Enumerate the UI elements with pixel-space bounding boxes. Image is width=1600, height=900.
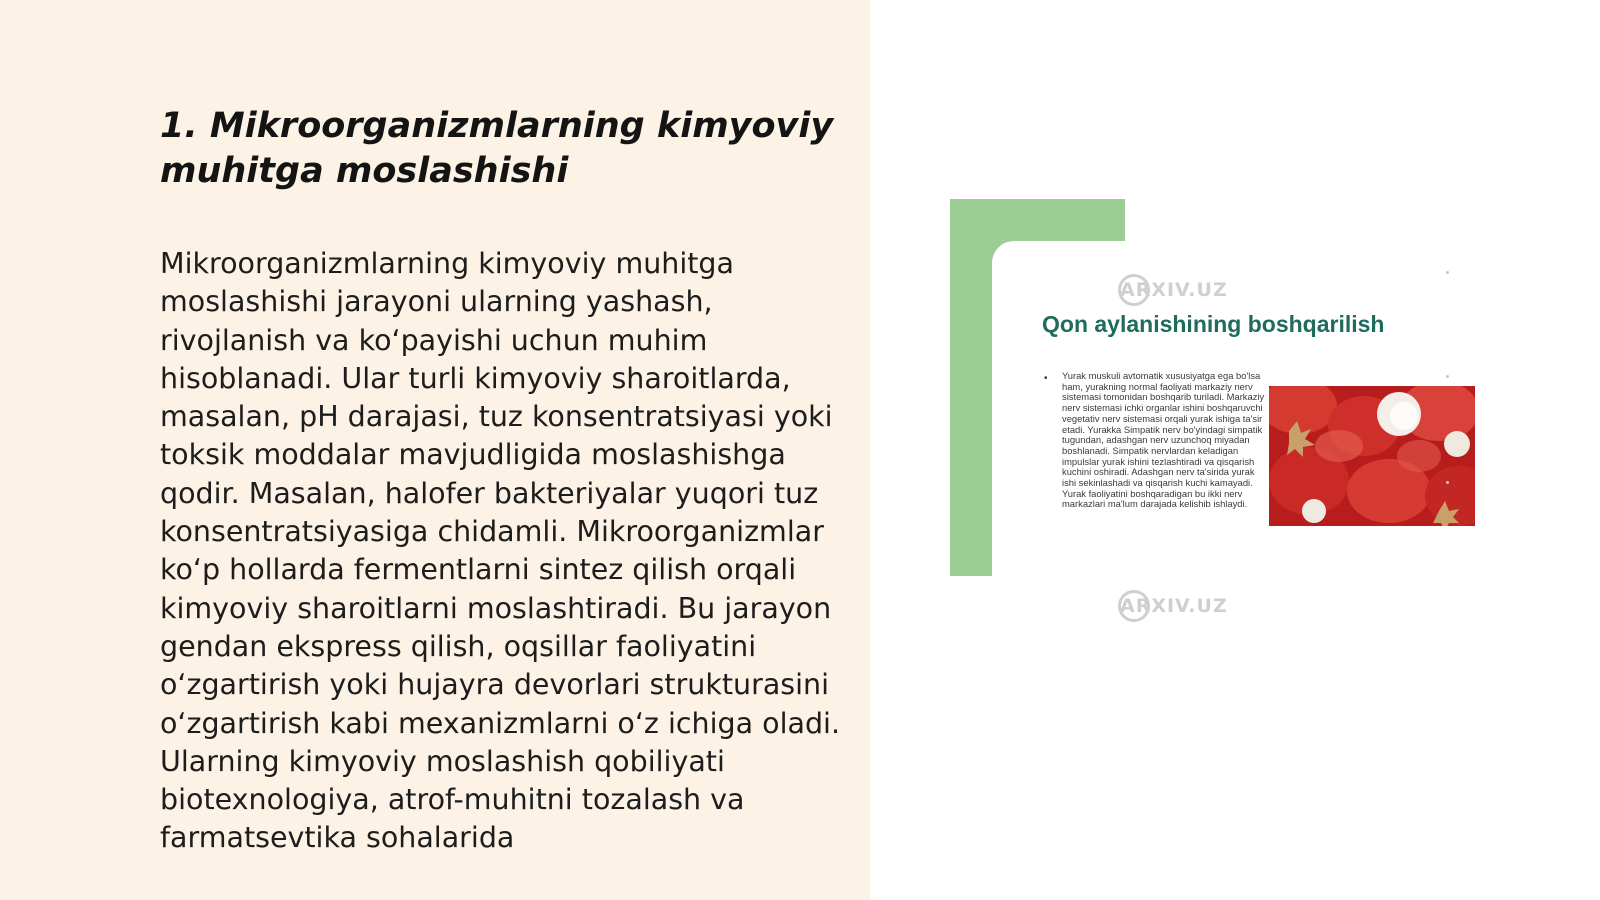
slide-bullet-text: Yurak muskuli avtomatik xususiyatga ega bo'lsa ham, yurakning normal faoliyati markaziy nerv sistemasi tomonidan boshqarib turiladi. Markaziy nerv sistemasi ichki organlar ishini boshqaruvchi vegetativ nerv sistemasi orqali yurak ishiga ta'sir etadi. Yurakka Simpatik nerv bo'yindagi simpatik tugundan, adashgan nerv uzunchoq miyadan boshlanadi. Simpatik nervlardan keladigan impulslar yurak ishini tezlashtiradi va qisqarish kuchini oshiradi. Adashgan nerv ta'sirida yurak ishi sekinlashadi va qisqarish kuchi kamayadi. Yurak faoliyatini boshqaradigan bu ikki nerv markazlari ma'lum darajada kelishib ishlaydi. — [1062, 370, 1265, 510]
page-heading: 1. Mikroorganizmlarning kimyoviy muhitga moslashishi — [160, 106, 834, 191]
body-paragraph: Mikroorganizmlarning kimyoviy muhitga moslashishi jarayoni ularning yashash, rivojlanish va koʻpayishi uchun muhim hisoblanadi. Ular turli kimyoviy sharoitlarda, masalan, pH darajasi, tuz konsentratsiyasi yoki toksik moddalar mavjudligida moslashishga qodir. Masalan, halofer bakteriyalar yuqori tuz konsentratsiyasiga chidamli. Mikroorganizmlar koʻp hollarda fermentlarni sintez qilish orqali kimyoviy sharoitlarni moslashtiradi. Bu jarayon gendan ekspress qilish, oqsillar faoliyatini oʻzgartirish yoki hujayra devorlari strukturasini oʻzgartirish kabi mexanizmlarni oʻz ichiga oladi. Ularning kimyoviy moslashish qobiliyati biotexnologiya, atrof-muhitni tozalash va farmatsevtika sohalarida — [160, 247, 841, 855]
embedded-slide-image — [950, 199, 1450, 617]
watermark-bottom: ARXIV.UZ — [1120, 595, 1228, 617]
slide-title: Qon aylanishining boshqarilish — [1042, 311, 1385, 337]
watermark-top: ARXIV.UZ — [1120, 279, 1228, 301]
slide-edge-dot — [1446, 375, 1449, 378]
slide-edge-dot — [1446, 481, 1449, 484]
red-blood-cells-image — [1269, 386, 1475, 526]
slide-card — [992, 241, 1450, 617]
bullet-dot-icon: • — [1044, 373, 1048, 384]
slide-edge-dot — [1446, 271, 1449, 274]
